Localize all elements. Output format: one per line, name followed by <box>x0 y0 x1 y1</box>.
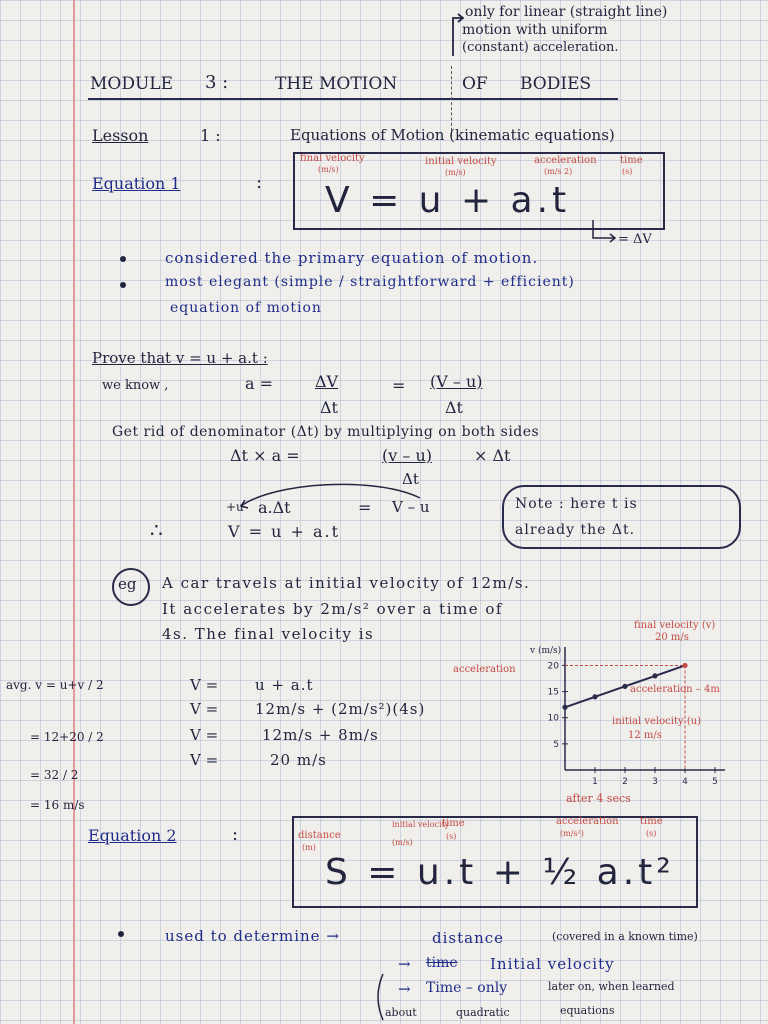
module-title-b: OF <box>462 74 488 94</box>
eq2-label-time-unit: (s) <box>446 832 457 841</box>
solution-rhs: u + a.t <box>255 676 314 694</box>
module-title-a: THE MOTION <box>275 74 398 94</box>
eq2-label-initial-velocity: initial velocity <box>392 820 450 829</box>
therefore-symbol: ∴ <box>150 518 163 542</box>
avg-line-3: = 32 / 2 <box>30 768 79 782</box>
module-title-c: BODIES <box>520 74 592 94</box>
top-note-line-3: (constant) acceleration. <box>462 40 619 55</box>
solution-rhs: 20 m/s <box>270 751 327 769</box>
determine-initial-velocity: Initial velocity <box>490 955 615 973</box>
chart-x-tick-label: 3 <box>652 777 658 787</box>
lesson-title: Equations of Motion (kinematic equations) <box>290 126 615 144</box>
avg-line-2: = 12+20 / 2 <box>30 730 104 744</box>
lesson-number: 1 : <box>200 126 221 145</box>
chart-y-label: v (m/s) <box>530 646 562 656</box>
proof-equals-3: = <box>358 498 372 517</box>
distance-covered-note: (covered in a known time) <box>552 930 698 943</box>
chart-annot-after-4-secs: after 4 secs <box>566 792 631 805</box>
chart-annot-initial-velocity: initial velocity (u) <box>612 716 702 727</box>
avg-line-1: avg. v = u+v / 2 <box>6 678 104 692</box>
time-struck: time <box>426 955 458 971</box>
eq2-label-time-2: time <box>640 816 663 827</box>
used-to-determine: used to determine → <box>165 927 340 945</box>
quadratic-note: quadratic <box>456 1006 510 1019</box>
proof-step-frac-top: (v – u) <box>382 446 432 465</box>
solution-rhs: 12m/s + (2m/s²)(4s) <box>255 700 426 718</box>
chart-annot-final-value: 20 m/s <box>655 632 689 643</box>
time-only: Time – only <box>426 980 508 996</box>
chart-y-tick-label: 15 <box>547 687 559 698</box>
eq1-label-initial-velocity: initial velocity <box>425 156 497 167</box>
proof-result: V = u + a.t <box>228 522 341 541</box>
delta-v-note: = ΔV <box>618 232 652 247</box>
equation-2-formula: S = u.t + ½ a.t² <box>325 852 675 893</box>
module-label: MODULE <box>90 74 173 94</box>
chart-annot-initial-value: 12 m/s <box>628 730 662 741</box>
avg-line-4: = 16 m/s <box>30 798 85 812</box>
determine-distance: distance <box>432 929 505 947</box>
proof-frac2-top: (V – u) <box>430 372 483 391</box>
eq2-label-initial-velocity-unit: (m/s) <box>392 838 413 847</box>
example-line-3: 4s. The final velocity is <box>162 625 375 643</box>
proof-get-rid: Get rid of denominator (Δt) by multiplying on both sides <box>112 424 540 440</box>
page-margin-line <box>73 0 75 1024</box>
eq2-label-time: time <box>442 818 465 829</box>
bullet-primary-equation: considered the primary equation of motion. <box>165 249 539 267</box>
chart-data-point <box>652 673 657 678</box>
solution-lhs: V = <box>190 676 219 694</box>
proof-frac2-bot: Δt <box>445 398 463 417</box>
proof-step-times: × Δt <box>474 446 511 465</box>
eq2-label-time-2-unit: (s) <box>646 829 657 838</box>
eq2-label-distance: distance <box>298 830 341 841</box>
top-note-line-1: only for linear (straight line) <box>465 4 668 20</box>
chart-data-point <box>562 705 567 710</box>
proof-heading: Prove that v = u + a.t : <box>92 349 268 367</box>
equation-1-formula: V = u + a.t <box>325 180 571 221</box>
chart-annot-final-velocity: final velocity (v) <box>634 620 716 631</box>
lesson-label: Lesson <box>92 126 149 145</box>
chart-x-tick-label: 2 <box>622 777 628 787</box>
equations-note: equations <box>560 1004 615 1017</box>
eq2-label-distance-unit: (m) <box>302 843 316 852</box>
eq1-label-final-velocity-unit: (m/s) <box>318 165 339 174</box>
chart-data-point <box>592 694 597 699</box>
proof-a-equals: a = <box>245 374 274 393</box>
solution-lhs: V = <box>190 751 219 769</box>
example-badge-label: eg <box>118 575 137 593</box>
equation-2-label: Equation 2 <box>88 826 177 845</box>
bullet-dot <box>120 256 126 262</box>
note-line-2: already the Δt. <box>515 522 636 538</box>
proof-frac1-bot: Δt <box>320 398 338 417</box>
bullet-dot <box>118 931 124 937</box>
module-number: 3 : <box>205 72 229 93</box>
eq1-label-final-velocity: final velocity <box>300 153 365 164</box>
solution-lhs: V = <box>190 726 219 744</box>
arrow-2: → <box>398 955 411 973</box>
chart-x-tick-label: 5 <box>712 777 718 787</box>
proof-frac1-top: ΔV <box>315 372 339 391</box>
chart-data-point <box>622 684 627 689</box>
solution-lhs: V = <box>190 700 219 718</box>
left-paren-icon <box>372 972 386 1022</box>
note-bubble <box>502 485 741 549</box>
equation-1-colon: : <box>256 172 263 193</box>
eq1-label-acceleration: acceleration <box>534 155 597 166</box>
proof-we-know: we know , <box>102 378 169 393</box>
chart-y-tick-label: 5 <box>553 739 559 750</box>
note-line-1: Note : here t is <box>515 496 638 512</box>
solution-rhs: 12m/s + 8m/s <box>262 726 379 744</box>
chart-y-tick-label: 10 <box>547 713 559 724</box>
top-note-line-2: motion with uniform <box>462 22 608 38</box>
arrow-3: → <box>398 980 411 998</box>
example-line-1: A car travels at initial velocity of 12m/s. <box>162 574 531 592</box>
bullet-most-elegant: most elegant (simple / straightforward + efficient) <box>165 274 575 290</box>
proof-a-delta-t: a.Δt <box>258 498 291 517</box>
example-line-2: It accelerates by 2m/s² over a time of <box>162 600 503 618</box>
eq1-label-acceleration-unit: (m/s 2) <box>544 167 573 176</box>
chart-x-tick-label: 4 <box>682 777 688 787</box>
chart-y-tick-label: 20 <box>547 661 559 672</box>
eq1-label-initial-velocity-unit: (m/s) <box>445 168 466 177</box>
proof-step-frac-bot: Δt <box>402 470 419 488</box>
chart-annot-acceleration: acceleration <box>453 664 516 675</box>
module-underline <box>88 98 618 100</box>
bullet-equation-of-motion: equation of motion <box>170 300 322 316</box>
chart-x-tick-label: 1 <box>592 777 598 787</box>
proof-v-minus-u: V – u <box>392 498 430 516</box>
eq2-label-acceleration: acceleration <box>556 816 619 827</box>
proof-step: Δt × a = <box>230 446 300 465</box>
chart-data-point <box>682 663 687 668</box>
proof-plus-u: +u <box>226 500 244 514</box>
equation-1-label: Equation 1 <box>92 174 181 193</box>
eq1-label-time: time <box>620 155 643 166</box>
chart-annot-acceleration-4m: acceleration – 4m <box>630 684 720 695</box>
about-note: about <box>385 1006 417 1019</box>
eq1-label-time-unit: (s) <box>622 167 633 176</box>
equation-2-colon: : <box>232 824 239 845</box>
bullet-dot <box>120 282 126 288</box>
later-on-note: later on, when learned <box>548 980 675 993</box>
proof-equals: = <box>392 376 406 395</box>
eq2-label-acceleration-unit: (m/s²) <box>560 829 584 838</box>
